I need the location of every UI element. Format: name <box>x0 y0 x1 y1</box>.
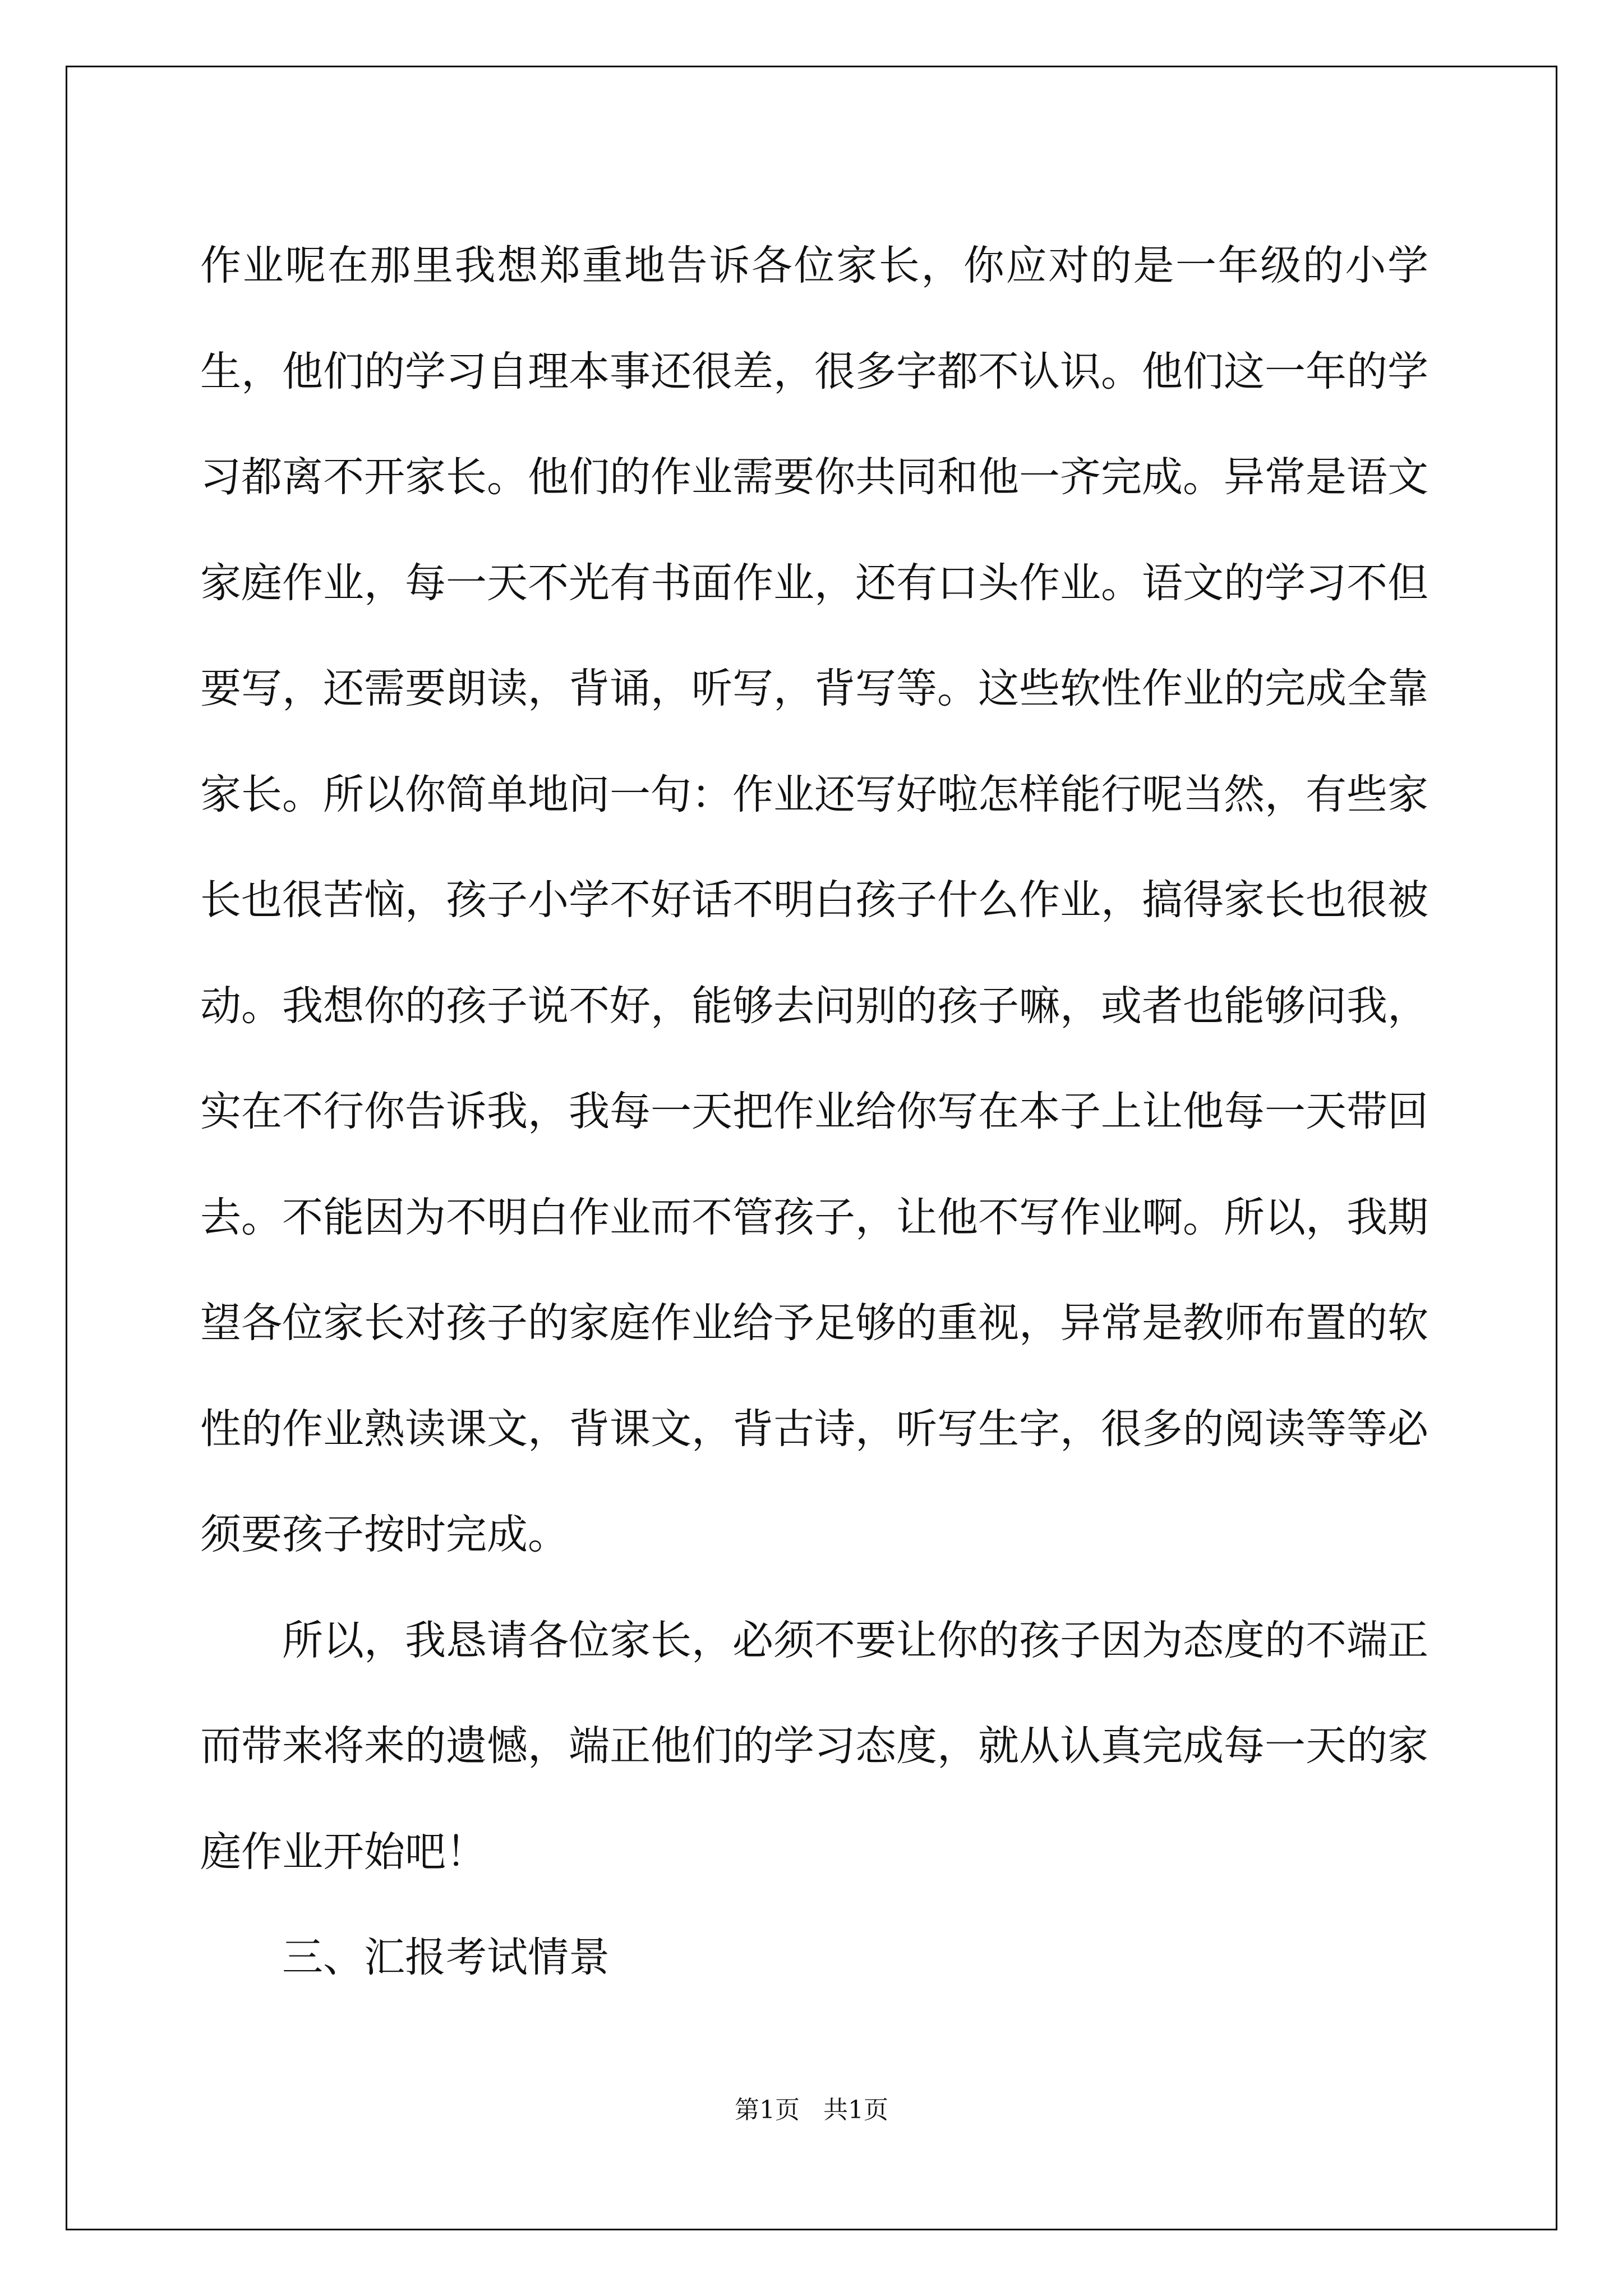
page-footer: 第1页 共1页 <box>735 2096 888 2124</box>
paragraph-homework: 作业呢在那里我想郑重地告诉各位家长，你应对的是一年级的小学生，他们的学习自理本事还很差，很多字都不认识。他们这一年的学习都离不开家长。他们的作业需要你共同和他一齐完成。异常是语文家庭作业，每一天不光有书面作业，还有口头作业。语文的学习不但要写，还需要朗读，背诵，听写，背写等。这些软性作业的完成全靠家长。所以你简单地问一句：作业还写好啦怎样能行呢当然，有些家长也很苦恼，孩子小学不好话不明白孩子什么作业，搞得家长也很被动。我想你的孩子说不好，能够去问别的孩子嘛，或者也能够问我，实在不行你告诉我，我每一天把作业给你写在本子上让他每一天带回去。不能因为不明白作业而不管孩子，让他不写作业啊。所以，我期望各位家长对孩子的家庭作业给予足够的重视，异常是教师布置的软性的作业熟读课文，背课文，背古诗，听写生字，很多的阅读等等必须要孩子按时完成。 <box>200 242 1428 1558</box>
document-body <box>200 213 1428 2011</box>
section-heading-exam-report: 三、汇报考试情景 <box>282 1934 610 1981</box>
paragraph-appeal: 所以，我恳请各位家长，必须不要让你的孩子因为态度的不端正而带来将来的遗憾，端正他们的学习态度，就从认真完成每一天的家庭作业开始吧！ <box>200 1616 1428 1876</box>
